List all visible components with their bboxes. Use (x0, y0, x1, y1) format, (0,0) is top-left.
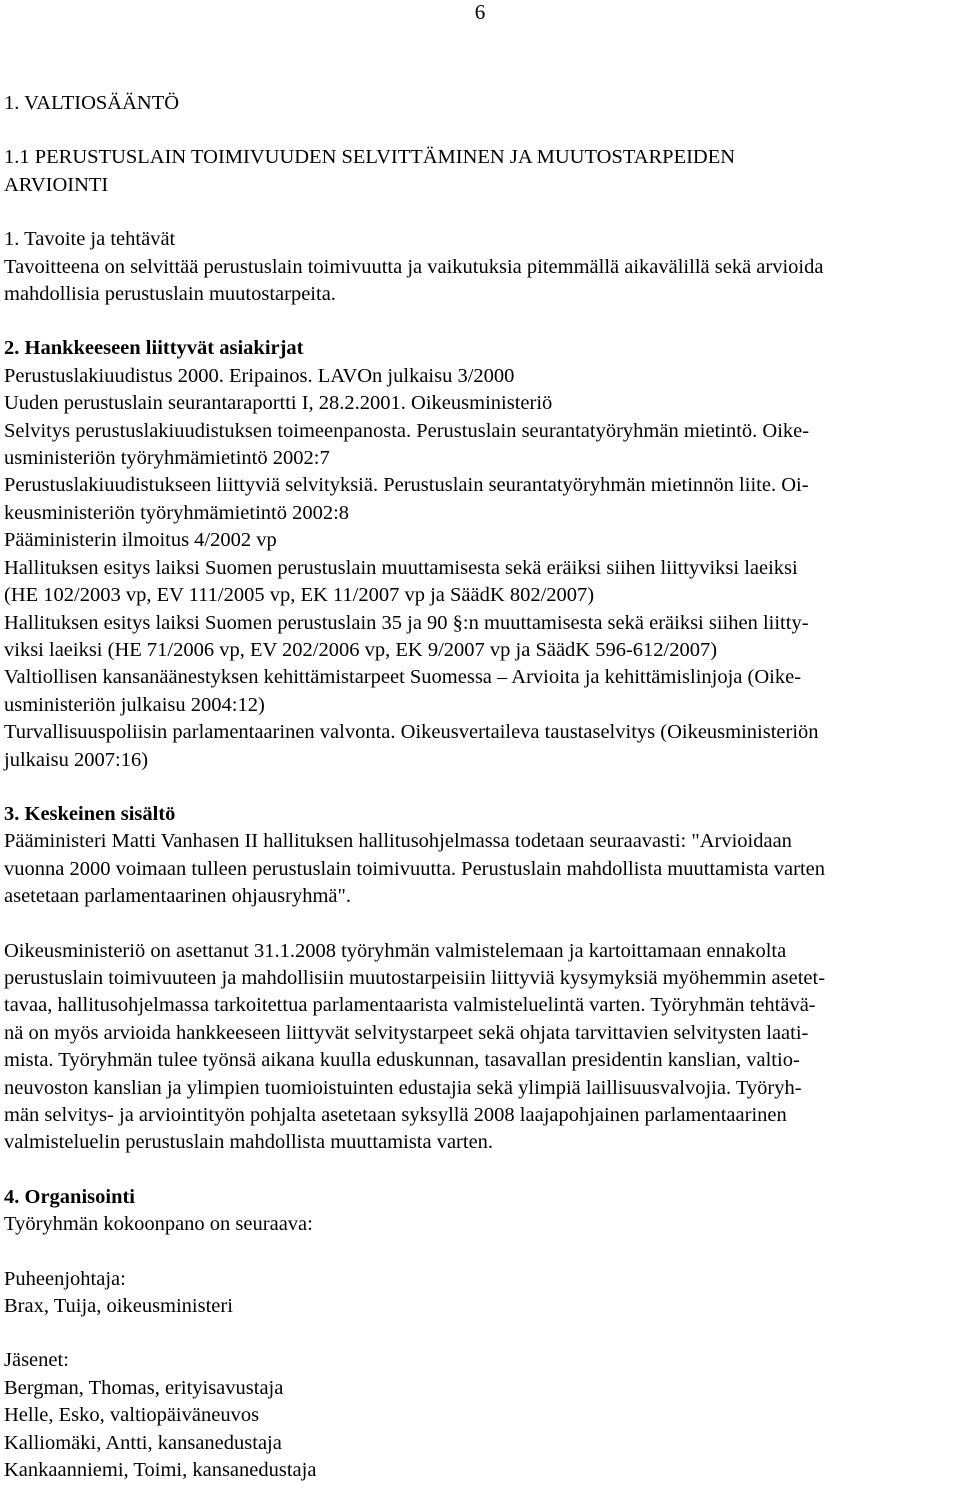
document-line: Selvitys perustuslakiuudistuksen toimeenpanosta. Perustuslain seurantatyöryhmän mietintö. Oike- (4, 419, 810, 442)
content-para1-line: Pääministeri Matti Vanhasen II hallituksen hallitusohjelmassa todetaan seuraavasti: "Arvioidaan (4, 830, 792, 853)
content-para1-line: asetetaan parlamentaarinen ohjausryhmä". (4, 885, 352, 908)
document-body (4, 90, 956, 1484)
document-line: usministeriön työryhmämietintö 2002:7 (4, 447, 330, 470)
content-para2-line: perustuslain toimivuuteen ja mahdollisiin muutostarpeisiin liittyviä kysymyksiä myöhemmin asetet- (4, 966, 826, 989)
content-para2-line: nä on myös arvioida hankkeeseen liittyvät selvitystarpeet sekä ohjata tarvittavien selvitysten laati- (4, 1021, 809, 1044)
document-line: viksi laeiksi (HE 71/2006 vp, EV 202/2006 vp, EK 9/2007 vp ja SäädK 596-612/2007) (4, 638, 718, 661)
member-item: Helle, Esko, valtiopäiväneuvos (4, 1404, 260, 1427)
section-heading-line: ARVIOINTI (4, 173, 109, 196)
document-line: Uuden perustuslain seurantaraportti I, 28.2.2001. Oikeusministeriö (4, 392, 553, 415)
documents-heading: 2. Hankkeeseen liittyvät asiakirjat (4, 337, 304, 360)
page-number: 6 (474, 0, 486, 24)
document-line: Pääministerin ilmoitus 4/2002 vp (4, 529, 277, 552)
organisation-intro: Työryhmän kokoonpano on seuraava: (4, 1213, 313, 1236)
member-item: Kalliomäki, Antti, kansanedustaja (4, 1431, 282, 1454)
document-line: Turvallisuuspoliisin parlamentaarinen valvonta. Oikeusvertaileva taustaselvitys (Oikeusministeriön (4, 721, 819, 744)
content-para1-line: vuonna 2000 voimaan tulleen perustuslain toimivuutta. Perustuslain mahdollista muuttamista varten (4, 857, 826, 880)
document-line: Hallituksen esitys laiksi Suomen perustuslain muuttamisesta sekä eräiksi siihen liittyviksi laeiksi (4, 556, 798, 579)
organisation-heading: 4. Organisointi (4, 1185, 135, 1208)
document-line: keusministeriön työryhmämietintö 2002:8 (4, 501, 350, 524)
content-para2-line: mista. Työryhmän tulee työnsä aikana kuulla eduskunnan, tasavallan presidentin kanslian, valtio- (4, 1049, 800, 1072)
section-heading-line: 1.1 PERUSTUSLAIN TOIMIVUUDEN SELVITTÄMINEN JA MUUTOSTARPEIDEN (4, 146, 736, 169)
goal-text-line: Tavoitteena on selvittää perustuslain toimivuutta ja vaikutuksia pitemmällä aikavälillä sekä arvioida (4, 255, 824, 278)
member-item: Bergman, Thomas, erityisavustaja (4, 1376, 284, 1399)
section-content (4, 801, 956, 1157)
content-para2-line: Oikeusministeriö on asettanut 31.1.2008 työryhmän valmistelemaan ja kartoittamaan ennakolta (4, 939, 787, 962)
document-line: Perustuslakiuudistukseen liittyviä selvityksiä. Perustuslain seurantatyöryhmän mietinnön liite. Oi- (4, 474, 809, 497)
chair-name: Brax, Tuija, oikeusministeri (4, 1295, 233, 1318)
content-para2-line: neuvoston kanslian ja ylimpien tuomioistuinten edustajia sekä ylimpiä laillisuusvalvojia. Työryh- (4, 1076, 802, 1099)
goal-heading: 1. Tavoite ja tehtävät (4, 228, 176, 251)
goal-text-line: mahdollisia perustuslain muutostarpeita. (4, 283, 336, 306)
chair-label: Puheenjohtaja: (4, 1267, 126, 1290)
section-organisation (4, 1184, 956, 1485)
document-line: usministeriön julkaisu 2004:12) (4, 693, 265, 716)
members-label: Jäsenet: (4, 1349, 69, 1372)
section-documents (4, 335, 956, 774)
content-para2-line: män selvitys- ja arviointityön pohjalta asetetaan syksyllä 2008 laajapohjainen parlamentaarinen (4, 1104, 787, 1126)
content-para2-line: valmisteluelin perustuslain mahdollista muuttamista varten. (4, 1131, 494, 1154)
member-item: Kankaanniemi, Toimi, kansanedustaja (4, 1459, 317, 1482)
document-line: Perustuslakiuudistus 2000. Eripainos. LAVOn julkaisu 3/2000 (4, 364, 515, 387)
document-line: (HE 102/2003 vp, EV 111/2005 vp, EK 11/2007 vp ja SäädK 802/2007) (4, 584, 595, 607)
chapter-heading: 1. VALTIOSÄÄNTÖ (4, 92, 180, 114)
document-line: Hallituksen esitys laiksi Suomen perustuslain 35 ja 90 §:n muuttamisesta sekä eräiksi siihen liitty- (4, 611, 809, 634)
document-line: julkaisu 2007:16) (4, 748, 149, 771)
section-heading (4, 144, 956, 199)
document-line: Valtiollisen kansanäänestyksen kehittämistarpeet Suomessa – Arvioita ja kehittämislinjoja (Oike- (4, 666, 802, 689)
content-para2-line: tavaa, hallitusohjelmassa tarkoitettua parlamentaarista valmisteluelintä varten. Työryhmän tehtävä- (4, 994, 816, 1017)
section-goal (4, 226, 956, 308)
content-heading: 3. Keskeinen sisältö (4, 802, 176, 825)
